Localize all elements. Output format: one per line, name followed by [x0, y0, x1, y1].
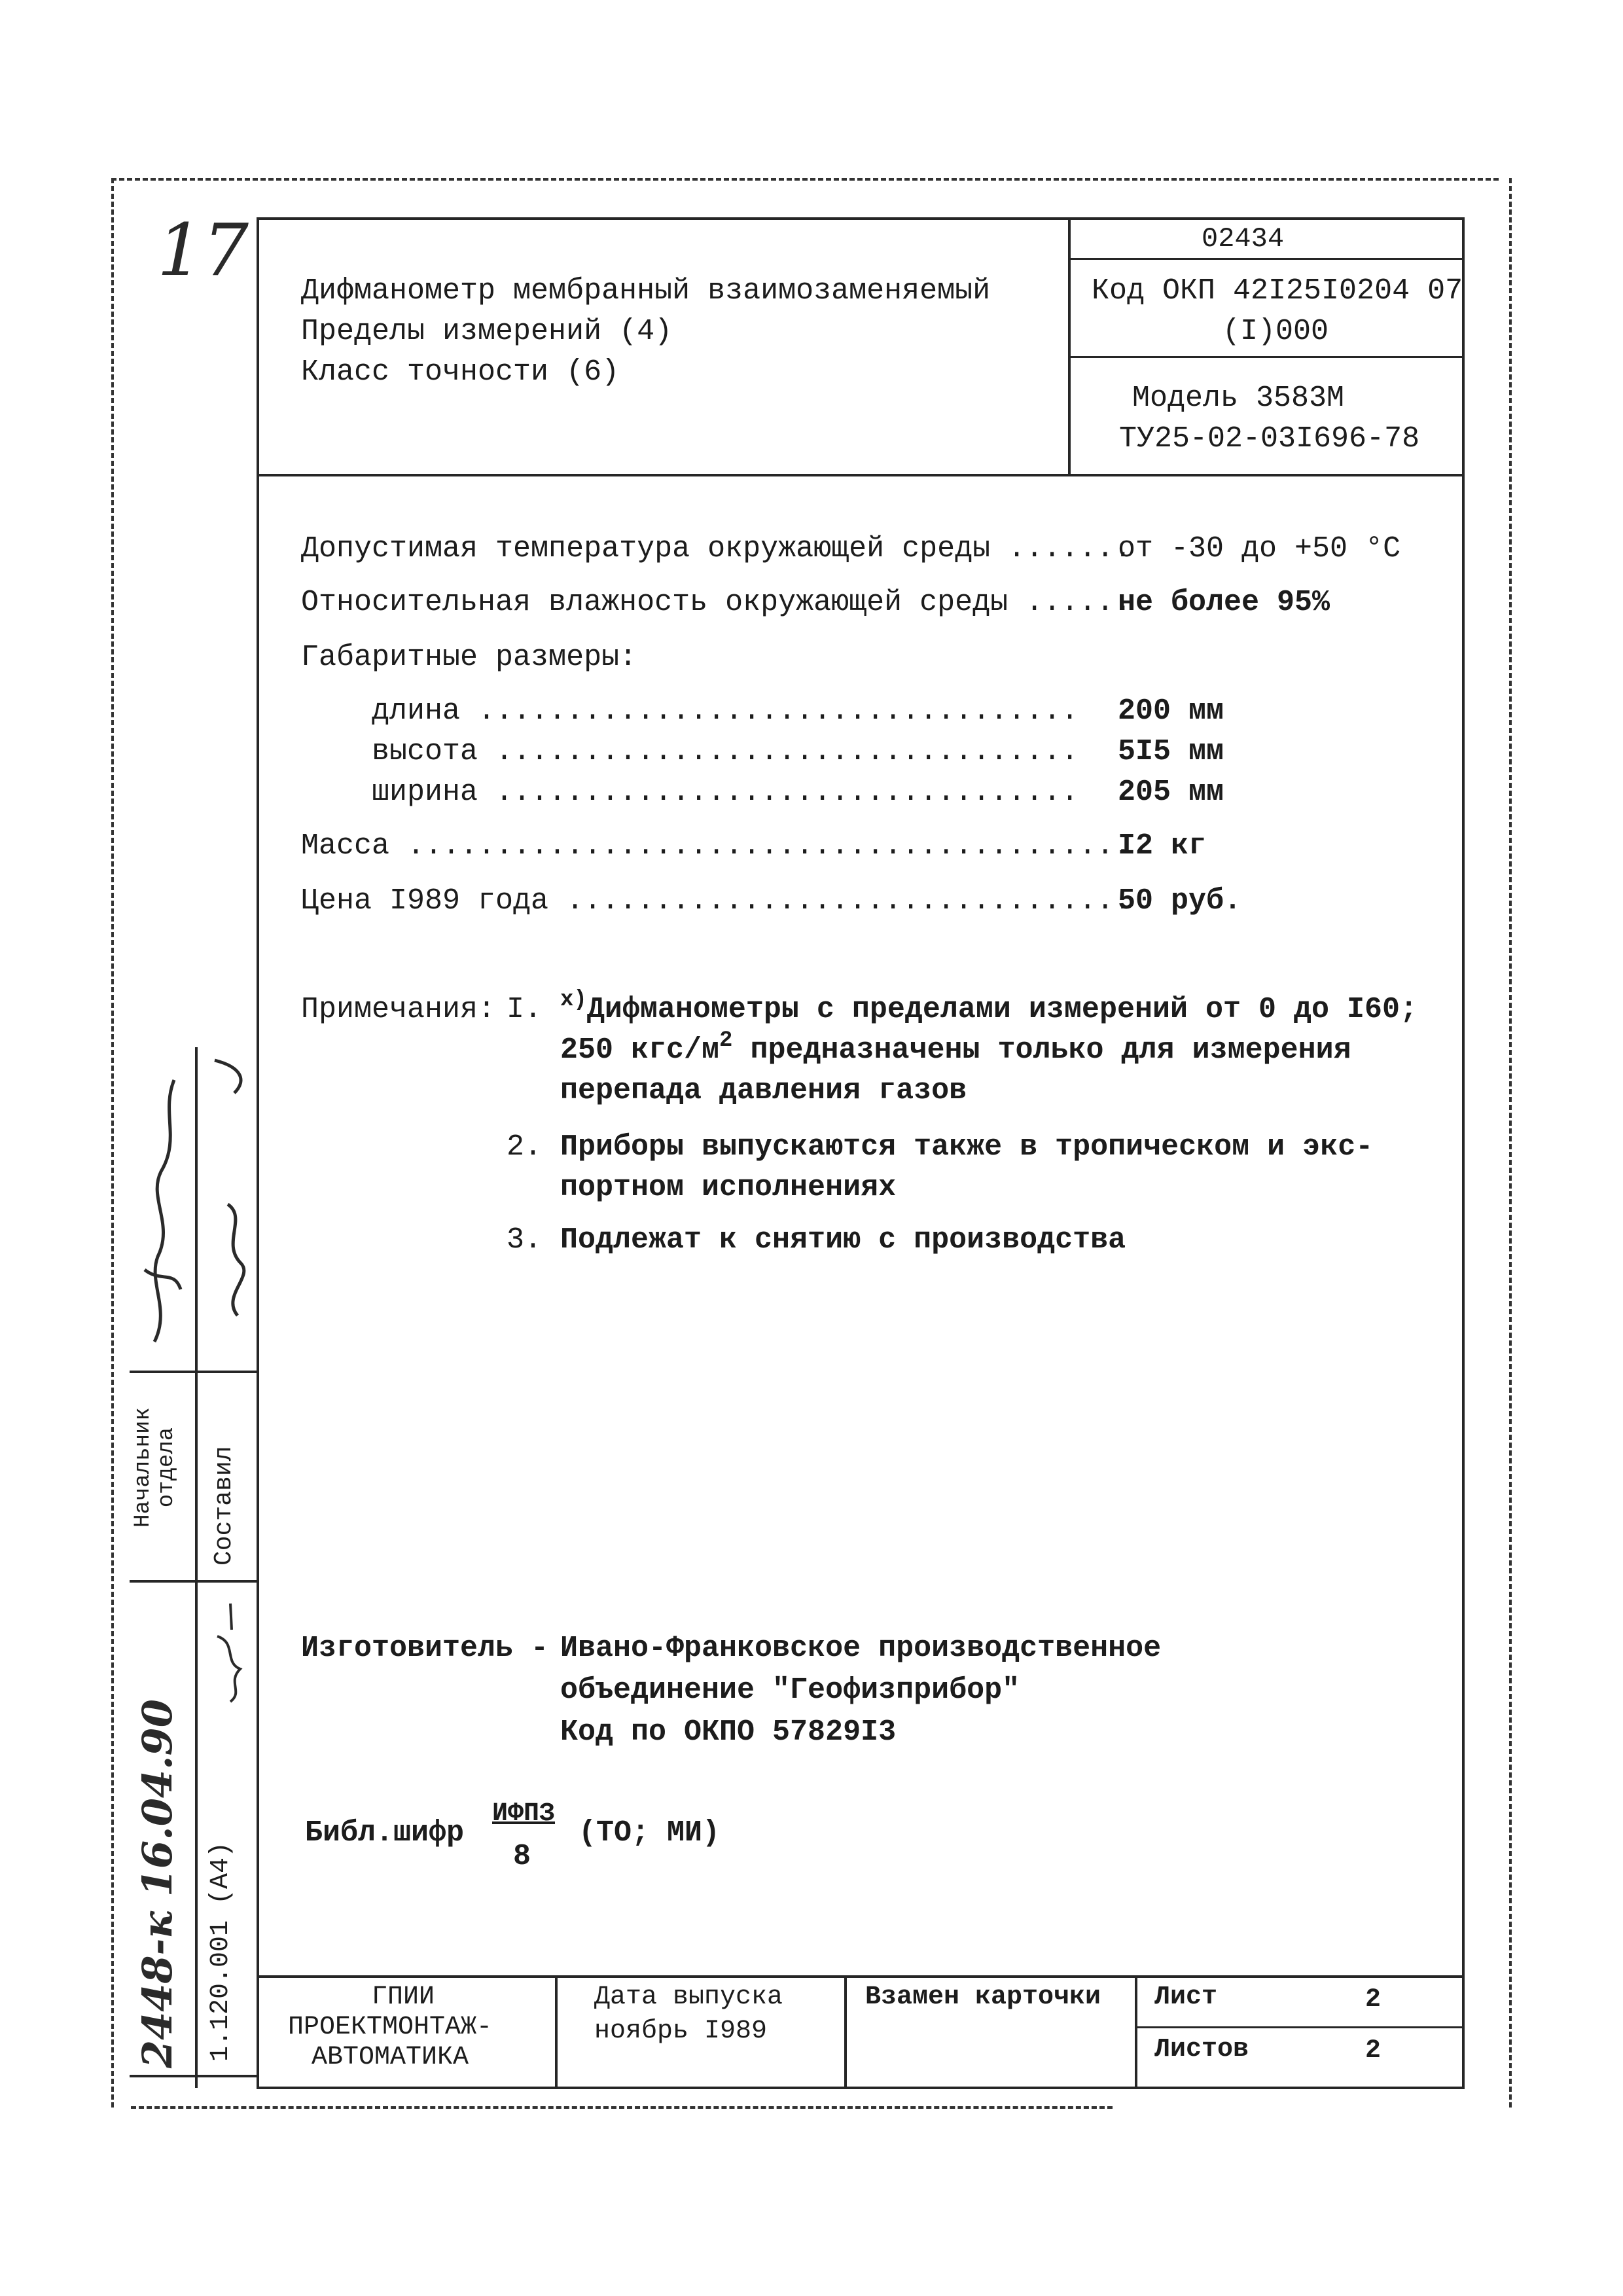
- margin-rule-2: [130, 1580, 259, 1583]
- library-code-docs: (ТО; МИ): [579, 1816, 721, 1850]
- dimension-height-label: высота .................................: [372, 735, 1079, 768]
- footer-sheet-rule: [1135, 2026, 1463, 2028]
- dimension-length-value: 200 мм: [1118, 694, 1224, 728]
- dimensions-title: Габаритные размеры:: [301, 641, 637, 674]
- mass-value: I2 кг: [1118, 829, 1207, 863]
- note-3-marker: 3.: [507, 1223, 543, 1257]
- notes-heading: Примечания:: [301, 993, 496, 1026]
- footer-col-1: [555, 1975, 558, 2088]
- measurement-limits: Пределы измерений (4): [301, 315, 673, 348]
- note-1-line-1: [560, 988, 1418, 1026]
- library-code-denominator: 8: [513, 1840, 531, 1873]
- temperature-label: Допустимая температура окружающей среды .......: [301, 532, 1132, 565]
- library-code-numerator: ИФПЗ: [492, 1799, 556, 1829]
- main-frame-bottom: [257, 2087, 1465, 2089]
- note-2-line-1: Приборы выпускаются также в тропическом и экс-: [560, 1130, 1374, 1164]
- outer-frame-left: [111, 178, 114, 2108]
- main-frame-right: [1462, 217, 1465, 2089]
- compiler-label: Составил: [210, 1446, 238, 1566]
- library-code-label: Библ.шифр: [305, 1816, 465, 1850]
- price-value: 50 руб.: [1118, 884, 1242, 918]
- note-2-marker: 2.: [507, 1130, 543, 1164]
- signature-date-mark: [204, 1597, 257, 1708]
- header-row-rule-1: [1068, 258, 1463, 260]
- margin-rule-3: [130, 2075, 259, 2077]
- release-date-label: Дата выпуска: [594, 1982, 783, 2012]
- temperature-range: от -30 до +50: [1118, 532, 1348, 565]
- org-name-line-2: ПРОЕКТМОНТАЖ-: [288, 2013, 493, 2042]
- temperature-value: [1118, 534, 1400, 564]
- margin-col-divider: [195, 1047, 198, 2088]
- accuracy-class: Класс точности (6): [301, 355, 620, 389]
- note-1-text: Дифманометры с пределами измерений от 0 до I60;: [586, 993, 1418, 1026]
- temperature-unit: °C: [1365, 532, 1401, 565]
- dimension-width-value: 205 мм: [1118, 776, 1224, 809]
- card-number: 02434: [1202, 223, 1285, 255]
- okp-code-suffix: (I)000: [1222, 315, 1329, 348]
- sheet-label: Лист: [1154, 1982, 1218, 2012]
- outer-frame-right: [1509, 178, 1512, 2108]
- main-frame-top: [257, 217, 1465, 220]
- note-1-pressure-a: 250 кгс/м: [560, 1033, 720, 1067]
- dimension-height-value: 5I5 мм: [1118, 735, 1224, 768]
- manufacturer-line-1: Ивано-Франковское производственное: [560, 1632, 1162, 1665]
- release-date-value: ноябрь I989: [594, 2017, 768, 2046]
- header-col-divider: [1068, 217, 1071, 475]
- note-1-pressure-exponent: 2: [719, 1028, 733, 1053]
- header-bottom-rule: [257, 474, 1465, 476]
- header-row-rule-2: [1068, 356, 1463, 358]
- sheet-number: 2: [1365, 1985, 1382, 2015]
- note-1-line-2: [560, 1028, 1351, 1067]
- signature-compiler: [202, 1047, 260, 1335]
- note-1-footnote-mark: x): [560, 988, 587, 1013]
- handwritten-registration-note: 2448-к 16.04.90: [134, 1699, 181, 2068]
- page-number: 17: [157, 208, 249, 292]
- manufacturer-label: Изготовитель -: [301, 1632, 549, 1665]
- mass-label: Масса .........................................: [301, 829, 1132, 863]
- sheets-total-label: Листов: [1154, 2035, 1249, 2064]
- model: Модель 3583М: [1132, 382, 1345, 415]
- doc-format-code: 1.120.001 (А4): [206, 1841, 236, 2062]
- note-1-marker: I.: [507, 993, 543, 1026]
- signature-dept-head: [135, 1073, 194, 1361]
- price-label: Цена I989 года ................................: [301, 884, 1132, 918]
- dimension-width-label: ширина .................................: [372, 776, 1079, 809]
- dept-head-label: Начальник отдела: [131, 1407, 179, 1528]
- outer-frame-bottom: [131, 2106, 1113, 2109]
- note-1-pressure-b: предназначены только для измерения: [732, 1033, 1351, 1067]
- footer-top-rule: [259, 1975, 1463, 1978]
- note-3-line-1: Подлежат к снятию с производства: [560, 1223, 1126, 1257]
- okp-code: Код ОКП 42I25I0204 07: [1092, 274, 1463, 308]
- manufacturer-okpo-code: Код по ОКПО 57829I3: [560, 1715, 897, 1749]
- note-2-line-2: портном исполнениях: [560, 1171, 897, 1204]
- dimension-length-label: длина ..................................: [372, 694, 1079, 728]
- outer-frame-top: [111, 178, 1499, 181]
- product-title: Дифманометр мембранный взаимозаменяемый: [301, 274, 991, 308]
- org-name-line-1: ГПИИ: [372, 1982, 435, 2012]
- replaces-card-label: Взамен карточки: [865, 1982, 1101, 2012]
- footer-col-3: [1135, 1975, 1137, 2088]
- manufacturer-line-2: объединение "Геофизприбор": [560, 1674, 1020, 1707]
- tech-spec-number: ТУ25-02-03I696-78: [1119, 422, 1420, 456]
- footer-col-2: [844, 1975, 847, 2088]
- org-name-line-3: АВТОМАТИКА: [312, 2043, 469, 2072]
- note-1-line-3: перепада давления газов: [560, 1074, 967, 1107]
- sheets-total-number: 2: [1365, 2036, 1382, 2066]
- humidity-value: не более 95%: [1118, 586, 1330, 619]
- humidity-label: Относительная влажность окружающей среды ......: [301, 586, 1132, 619]
